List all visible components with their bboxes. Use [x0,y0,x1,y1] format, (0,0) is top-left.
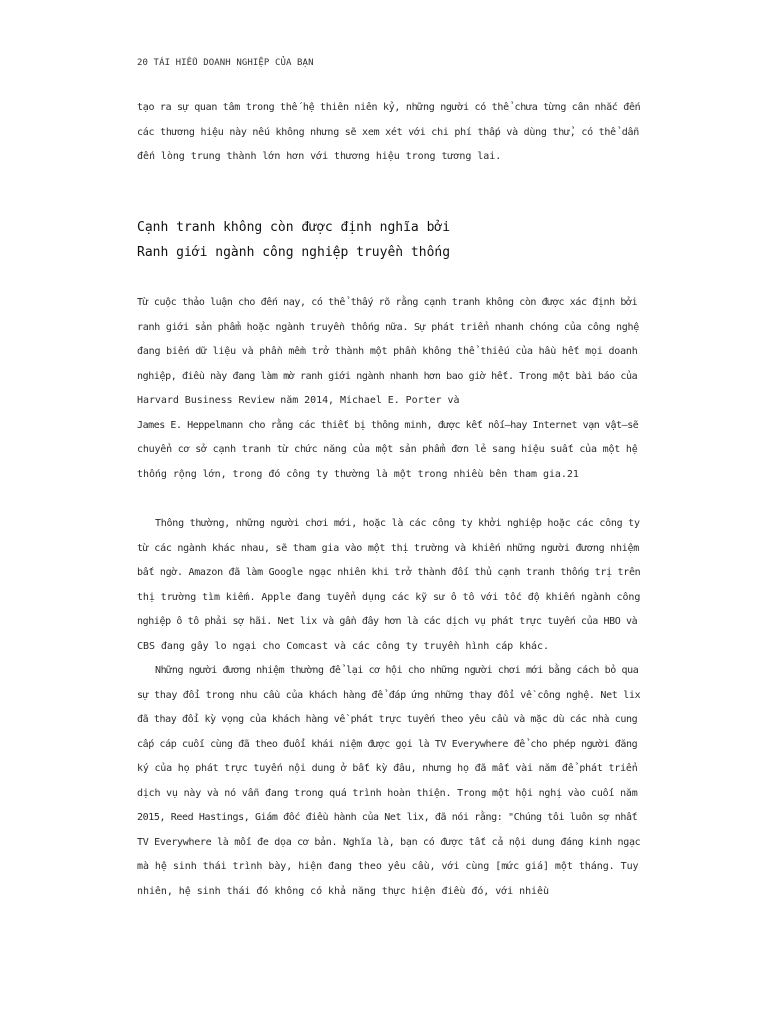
paragraph-2-line: bất ngờ. Amazon đã làm Google ngạc nhiên khi trở thành đối thủ cạnh tranh thống trị trên [137,567,641,578]
paragraph-2-line: CBS đang gây lo ngại cho Comcast và các công ty truyền hình cáp khác. [137,641,549,652]
paragraph-3-line: đã thay đổi kỳ vọng của khách hàng về phát trực tuyến theo yêu cầu và mặc dù các nhà cung [137,714,638,725]
paragraph-1-line: ranh giới sản phẩm hoặc ngành truyền thống nữa. Sự phát triển nhanh chóng của công nghệ [137,322,640,333]
paragraph-1-line: thống rộng lớn, trong đó công ty thường là một trong nhiều bên tham gia.21 [137,469,579,480]
paragraph-2-line: Thông thường, những người chơi mới, hoặc là các công ty khởi nghiệp hoặc các công ty [155,518,640,529]
intro-line: đến lòng trung thành lớn hơn với thương hiệu trong tương lai. [137,151,502,162]
intro-line: tạo ra sự quan tâm trong thế hệ thiên niên kỷ, những người có thể chưa từng cân nhắc đến [137,102,641,113]
running-header: 20 TÁI HIỂU DOANH NGHIỆP CỦA BẠN [137,58,314,68]
paragraph-1-line: chuyển cơ sở cạnh tranh từ chức năng của một sản phẩm đơn lẻ sang hiệu suất của một hệ [137,444,638,455]
paragraph-3-line: cấp cáp cuối cùng đã theo đuổi khái niệm được gọi là TV Everywhere để cho phép người đăng [137,739,638,750]
paragraph-3-line: mà hệ sinh thái trình bày, hiện đang theo yêu cầu, với cùng [mức giá] một tháng. Tuy [137,861,639,872]
paragraph-1-line: đang biến dữ liệu và phần mềm trở thành một phần không thể thiếu của hầu hết mọi doanh [137,346,638,357]
paragraph-3-line: dịch vụ này và nó vẫn đang trong quá trình hoàn thiện. Trong một hội nghị vào cuối năm [137,788,638,799]
paragraph-1-line: Từ cuộc thảo luận cho đến nay, có thể thấy rõ rằng cạnh tranh không còn được xác định bởi [137,297,638,308]
intro-line: các thương hiệu này nếu không nhưng sẽ xem xét với chi phí thấp và dùng thử, có thể dẫn [137,127,640,138]
section-heading-line-1: Cạnh tranh không còn được định nghĩa bởi [137,220,451,235]
paragraph-3-line: ký của họ phát trực tuyến nội dung ở bất kỳ đâu, nhưng họ đã mất vài năm để phát triển [137,763,638,774]
paragraph-2-line: thị trường tìm kiếm. Apple đang tuyển dụng các kỹ sư ô tô với tốc độ khiến ngành công [137,592,641,603]
paragraph-3-line: 2015, Reed Hastings, Giám đốc điều hành của Net lix, đã nói rằng: "Chúng tôi luôn sợ nhất [137,812,638,823]
paragraph-3-line: sự thay đổi trong nhu cầu của khách hàng để đáp ứng những thay đổi về công nghệ. Net lix [137,690,641,701]
paragraph-3-line: nhiên, hệ sinh thái đó không có khả năng thực hiện điều đó, với nhiều [137,886,549,897]
paragraph-1-line: James E. Heppelmann cho rằng các thiết bị thông minh, được kết nối—hay Internet vạn vật—sẽ [137,420,639,431]
paragraph-3-line: Những người đương nhiệm thường để lại cơ hội cho những người chơi mới bằng cách bỏ qua [155,665,639,676]
paragraph-1-line: Harvard Business Review năm 2014, Michael E. Porter và [137,395,460,406]
paragraph-2-line: từ các ngành khác nhau, sẽ tham gia vào một thị trường và khiến những người đương nhiệm [137,543,640,554]
paragraph-3-line: TV Everywhere là mối đe dọa cơ bản. Nghĩa là, bạn có được tất cả nội dung đáng kinh ngạc [137,837,641,848]
section-heading-line-2: Ranh giới ngành công nghiệp truyền thống [137,245,451,260]
paragraph-2-line: nghiệp ô tô phải sợ hãi. Net lix và gần đây hơn là các dịch vụ phát trực tuyến của HBO và [137,616,638,627]
paragraph-1-line: nghiệp, điều này đang làm mờ ranh giới ngành nhanh hơn bao giờ hết. Trong một bài báo của [137,371,638,382]
